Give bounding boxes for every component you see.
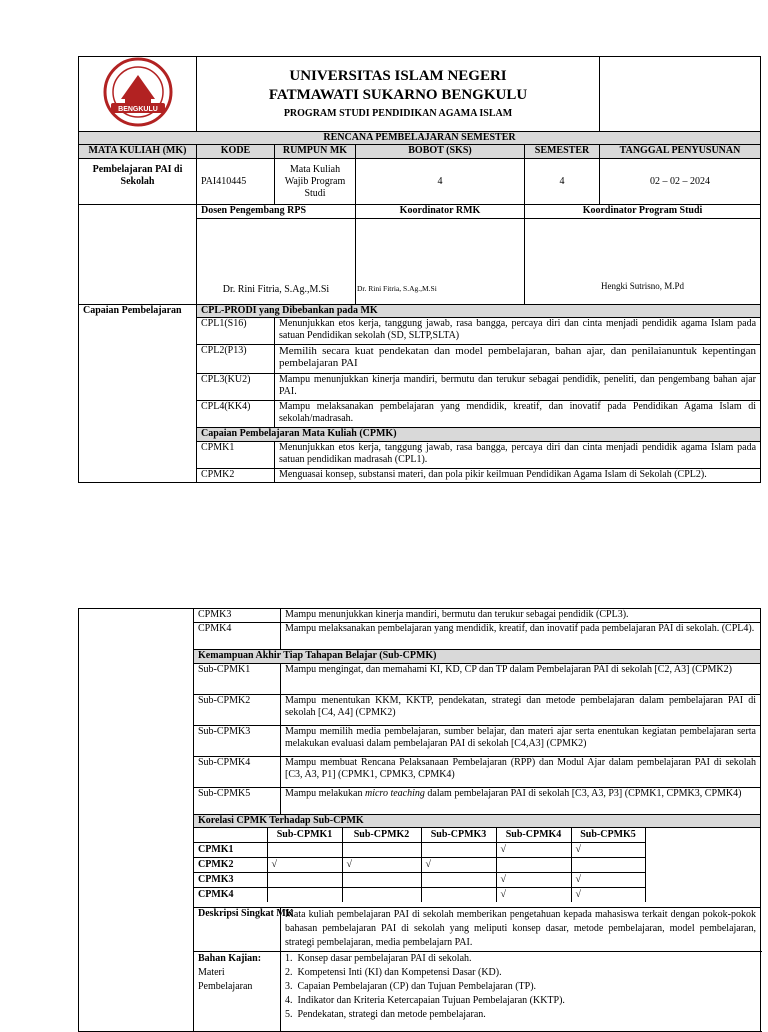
cpmk-text: Menunjukkan etos kerja, tanggung jawab, rasa bangga, percaya diri dan cinta menjadi pendidik agama Islam pada satuan pendidikan madrasah (CPL1). [275,442,761,469]
cpl-text: Memilih secara kuat pendekatan dan model pembelajaran, bahan ajar, dan penilaianuntuk kepentingan pembelajaran PAI [275,345,761,374]
sub-cpmk-text: Mampu melakukan micro teaching dalam pembelajaran PAI di sekolah [C3, A3, P3] (CPMK1, CPMK3, CPMK4) [281,788,761,815]
rps-title: RENCANA PEMBELAJARAN SEMESTER [79,132,761,145]
matrix-cell [267,873,342,888]
sub-cpmk-text: Mampu membuat Rencana Pelaksanaan Pembelajaran (RPP) dan Modul Ajar dalam pembelajaran PAI di sekolah [C3, A3, P1] (CPMK1, CPMK3, CPMK4) [281,757,761,788]
matrix-cell [342,843,421,858]
matrix-row-label: CPMK2 [194,858,267,873]
cpmk-text: Mampu melaksanakan pembelajaran yang mendidik, kreatif, dan inovatif pada pembelajaran PAI di sekolah. (CPL4). [281,623,761,650]
bahan-item: 2. Kompetensi Inti (KI) dan Kompetensi Dasar (KD). [285,967,502,978]
cpmk-text: Menguasai konsep, substansi materi, dan pola pikir keilmuan Pendidikan Agama Islam di Sekolah (CPL2). [275,469,761,483]
rps-table-page1 [78,56,761,483]
dosen-pengembang-label: Dosen Pengembang RPS [197,205,356,219]
matrix-row [194,858,645,873]
matrix-row [194,888,645,903]
course-name: Pembelajaran PAI di Sekolah [79,159,197,205]
matrix-cell: √ [342,858,421,873]
matrix-corner [194,828,267,843]
sub-cpmk-code: Sub-CPMK5 [194,788,281,815]
matrix-col-header: Sub-CPMK4 [496,828,571,843]
koordinator-prodi-name: Hengki Sutrisno, M.Pd [525,219,761,305]
logo-cell [79,57,197,132]
korelasi-header: Korelasi CPMK Terhadap Sub-CPMK [194,815,761,828]
sub-cpmk-header: Kemampuan Akhir Tiap Tahapan Belajar (Sub-CPMK) [194,650,761,664]
cpmk-header: Capaian Pembelajaran Mata Kuliah (CPMK) [197,428,761,442]
korelasi-matrix-cell [194,828,761,908]
matrix-col-header: Sub-CPMK5 [571,828,645,843]
cpl-text: Mampu melaksanakan pembelajaran yang mendidik, kreatif, dan inovatif pada Pendidikan Agama Islam di sekolah/madrasah. [275,401,761,428]
bahan-item: 5. Pendekatan, strategi dan metode pembelajaran. [285,1009,486,1020]
matrix-cell: √ [571,873,645,888]
course-code: PAI410445 [197,159,275,205]
university-logo [103,57,173,127]
bahan-kajian-list [281,952,761,1032]
col-rumpun: RUMPUN MK [275,145,356,159]
col-tanggal: TANGGAL PENYUSUNAN [600,145,761,159]
cpl-text: Mampu menunjukkan kinerja mandiri, bermutu dan terukur sebagai pendidik, peneliti, dan pengembang bahan ajar PAI. [275,374,761,401]
university-name-line2: FATMAWATI SUKARNO BENGKULU [268,87,528,103]
course-semester: 4 [525,159,600,205]
matrix-cell [421,843,496,858]
sub-cpmk-code: Sub-CPMK2 [194,695,281,726]
matrix-cell: √ [496,843,571,858]
course-date: 02 – 02 – 2024 [600,159,761,205]
sub-cpmk-code: Sub-CPMK3 [194,726,281,757]
sub-cpmk-text: Mampu menentukan KKM, KKTP, pendekatan, strategi dan metode pembelajaran dalam pembelajaran PAI di sekolah [C4, A4] (CPMK2) [281,695,761,726]
course-bobot: 4 [356,159,525,205]
korelasi-matrix [194,828,646,902]
koordinator-rmk-label: Koordinator RMK [356,205,525,219]
koordinator-rmk-name: Dr. Rini Fitria, S.Ag.,M.Si [356,219,525,305]
matrix-cell: √ [496,888,571,903]
sub-cpmk-text: Mampu memilih media pembelajaran, sumber belajar, dan materi ajar serta enentukan kegiatan pembelajaran serta melakukan evaluasi dalam pembelajaran PAI di sekolah [C4,A3] (CPMK2) [281,726,761,757]
cpmk-code: CPMK3 [194,609,281,623]
cpl-text: Menunjukkan etos kerja, tanggung jawab, rasa bangga, percaya diri dan cinta menjadi pendidik agama Islam pada satuan Pendidikan sekolah (SD, SLTP,SLTA) [275,318,761,345]
matrix-row-label: CPMK4 [194,888,267,903]
signature-blank-cell [79,205,197,305]
header-title-cell [197,57,600,132]
dosen-pengembang-name: Dr. Rini Fitria, S.Ag.,M.Si [197,219,356,305]
matrix-col-header: Sub-CPMK3 [421,828,496,843]
matrix-cell [571,858,645,873]
deskripsi-label: Deskripsi Singkat MK [194,908,281,952]
sub-cpmk-text: Mampu mengingat, dan memahami KI, KD, CP dan TP dalam Pembelajaran PAI di sekolah [C2, A3] (CPMK2) [281,664,761,695]
cpmk-code: CPMK4 [194,623,281,650]
matrix-cell [496,858,571,873]
university-name-line1: UNIVERSITAS ISLAM NEGERI [289,68,507,84]
matrix-cell: √ [571,843,645,858]
capaian-label: Capaian Pembelajaran [79,305,197,483]
matrix-cell [342,888,421,903]
matrix-cell: √ [421,858,496,873]
matrix-row [194,873,645,888]
bahan-item: 1. Konsep dasar pembelajaran PAI di sekolah. [285,953,472,964]
matrix-cell: √ [571,888,645,903]
col-mata-kuliah: MATA KULIAH (MK) [79,145,197,159]
matrix-cell: √ [496,873,571,888]
col-bobot: BOBOT (SKS) [356,145,525,159]
matrix-col-header: Sub-CPMK2 [342,828,421,843]
matrix-row-label: CPMK3 [194,873,267,888]
svg-text:BENGKULU: BENGKULU [117,106,158,113]
col-kode: KODE [197,145,275,159]
header-empty-cell [600,57,761,132]
cpmk-text: Mampu menunjukkan kinerja mandiri, bermutu dan terukur sebagai pendidik (CPL3). [281,609,761,623]
bahan-kajian-label: Bahan Kajian: Materi Pembelajaran [194,952,281,1032]
rps-table-page2 [78,608,761,1032]
cpl-header: CPL-PRODI yang Dibebankan pada MK [197,305,761,318]
cpl-code: CPL1(S16) [197,318,275,345]
sub-cpmk-code: Sub-CPMK4 [194,757,281,788]
matrix-row-label: CPMK1 [194,843,267,858]
program-study-name: PROGRAM STUDI PENDIDIKAN AGAMA ISLAM [283,108,513,119]
cpmk-code: CPMK2 [197,469,275,483]
sub-cpmk-code: Sub-CPMK1 [194,664,281,695]
course-rumpun: Mata Kuliah Wajib Program Studi [275,159,356,205]
cpl-code: CPL2(P13) [197,345,275,374]
deskripsi-text: Mata kuliah pembelajaran PAI di sekolah memberikan pengetahuan kepada mahasiswa terkait dengan pokok-pokok bahasan pembelajaran PAI di sekolah yang meliputi konsep dasar, metode pembelajaran, model pembelajaran, strategi pembelajaran, media pembelajarn PAI. [281,908,761,952]
page2-left-blank [79,609,194,1032]
bahan-item: 3. Capaian Pembelajaran (CP) dan Tujuan Pembelajaran (TP). [285,981,537,992]
matrix-cell [421,873,496,888]
koordinator-prodi-label: Koordinator Program Studi [525,205,761,219]
cpl-code: CPL3(KU2) [197,374,275,401]
bahan-item: 4. Indikator dan Kriteria Ketercapaian Tujuan Pembelajaran (KKTP). [285,995,565,1006]
matrix-cell [342,873,421,888]
matrix-cell [267,843,342,858]
cpmk-code: CPMK1 [197,442,275,469]
matrix-cell: √ [267,858,342,873]
cpl-code: CPL4(KK4) [197,401,275,428]
matrix-cell [267,888,342,903]
matrix-row [194,843,645,858]
col-semester: SEMESTER [525,145,600,159]
matrix-cell [421,888,496,903]
matrix-col-header: Sub-CPMK1 [267,828,342,843]
